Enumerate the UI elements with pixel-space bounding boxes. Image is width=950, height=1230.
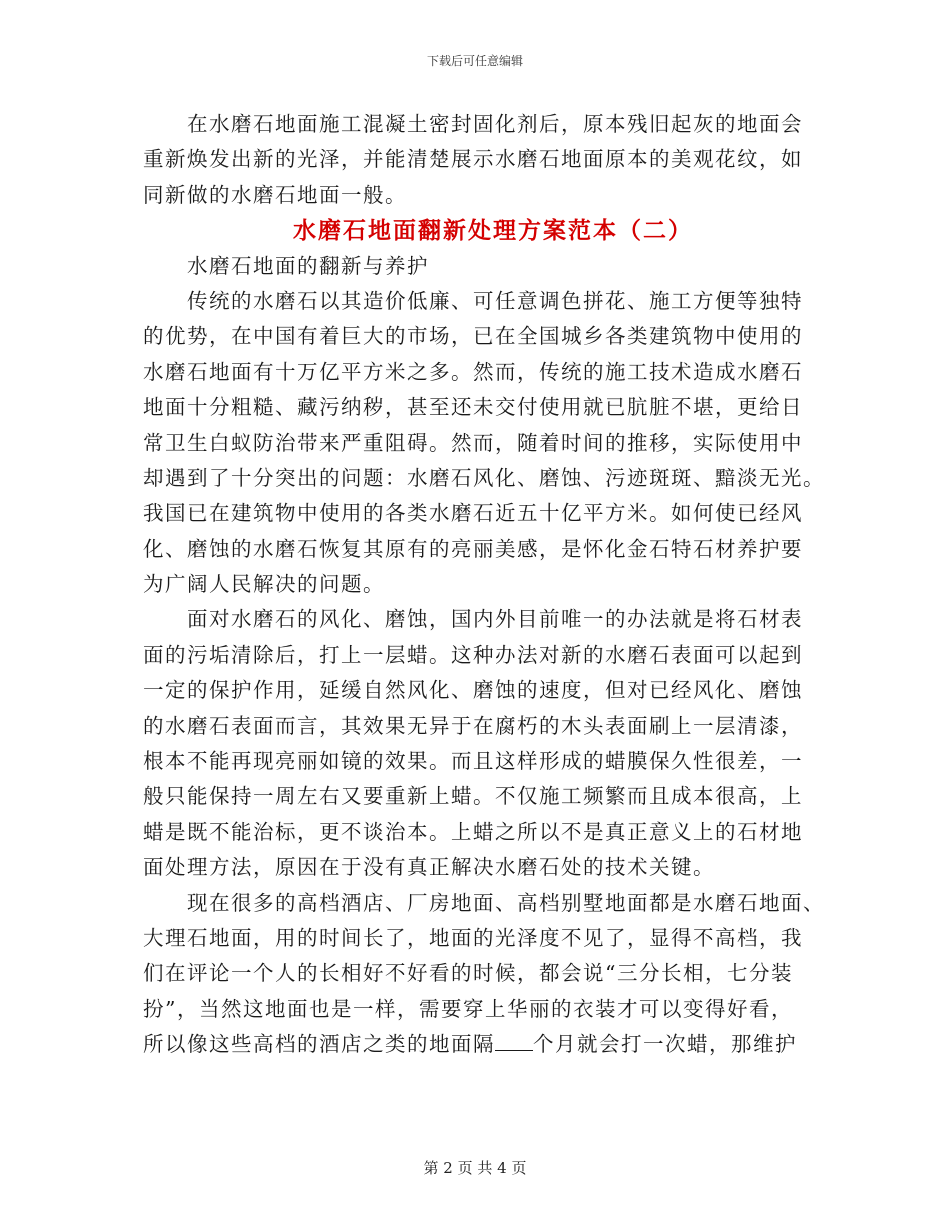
paragraph-line: 们在评论一个人的长相好不好看的时候，都会说“三分长相，七分装 xyxy=(143,961,793,986)
paragraph-line: 一定的保护作用，延缓自然风化、磨蚀的速度，但对已经风化、磨蚀 xyxy=(143,678,803,703)
paragraph-line: 水磨石地面有十万亿平方米之多。然而，传统的施工技术造成水磨石 xyxy=(143,359,803,384)
intro-line: 重新焕发出新的光泽，并能清楚展示水磨石地面原本的美观花纹，如 xyxy=(143,147,803,172)
paragraph-line: 面的污垢清除后，打上一层蜡。这种办法对新的水磨石表面可以起到 xyxy=(143,642,803,667)
paragraph-line: 面处理方法，原因在于没有真正解决水磨石处的技术关键。 xyxy=(143,855,715,880)
paragraph-line: 般只能保持一周左右又要重新上蜡。不仅施工频繁而且成本很高，上 xyxy=(143,784,803,809)
line-text-before-blank: 所以像这些高档的酒店之类的地面隔 xyxy=(143,1032,495,1057)
line-text-after-blank: 个月就会打一次蜡，那维护 xyxy=(533,1032,797,1057)
fill-in-blank xyxy=(495,1032,533,1051)
paragraph-line: 的水磨石表面而言，其效果无异于在腐朽的木头表面刷上一层清漆， xyxy=(143,713,803,738)
paragraph-line: 根本不能再现亮丽如镜的效果。而且这样形成的蜡膜保久性很差，一 xyxy=(143,749,803,774)
paragraph-line: 我国已在建筑物中使用的各类水磨石近五十亿平方米。如何使已经风 xyxy=(143,501,803,526)
section-title: 水磨石地面翻新处理方案范本（二） xyxy=(293,217,693,245)
paragraph-line: 却遇到了十分突出的问题：水磨石风化、磨蚀、污迹斑斑、黯淡无光。 xyxy=(143,465,825,490)
paragraph-line: 为广阔人民解决的问题。 xyxy=(143,572,385,597)
paragraph-line: 扮”，当然这地面也是一样，需要穿上华丽的衣装才可以变得好看， xyxy=(143,996,793,1021)
page-footer: 第 2 页 共 4 页 xyxy=(423,1159,527,1177)
paragraph-line: 化、磨蚀的水磨石恢复其原有的亮丽美感，是怀化金石特石材养护要 xyxy=(143,536,803,561)
document-body xyxy=(143,107,823,1063)
paragraph-line: 面对水磨石的风化、磨蚀，国内外目前唯一的办法就是将石材表 xyxy=(187,607,803,632)
intro-line: 在水磨石地面施工混凝土密封固化剂后，原本残旧起灰的地面会 xyxy=(187,112,803,136)
paragraph-line: 常卫生白蚁防治带来严重阻碍。然而，随着时间的推移，实际使用中 xyxy=(143,430,803,455)
intro-line: 同新做的水磨石地面一般。 xyxy=(143,182,407,207)
paragraph-line: 现在很多的高档酒店、厂房地面、高档别墅地面都是水磨石地面、 xyxy=(187,890,825,915)
section-subtitle: 水磨石地面的翻新与养护 xyxy=(187,253,429,278)
paragraph-line: 的优势，在中国有着巨大的市场，已在全国城乡各类建筑物中使用的 xyxy=(143,324,803,349)
paragraph-line-with-blank xyxy=(143,1027,823,1062)
paragraph-line: 传统的水磨石以其造价低廉、可任意调色拼花、施工方便等独特 xyxy=(187,288,803,313)
page-header: 下载后可任意编辑 xyxy=(426,54,523,68)
paragraph-line: 蜡是既不能治标，更不谈治本。上蜡之所以不是真正意义上的石材地 xyxy=(143,819,803,844)
paragraph-line: 地面十分粗糙、藏污纳秽，甚至还未交付使用就已肮脏不堪，更给日 xyxy=(143,395,803,420)
paragraph-line: 大理石地面，用的时间长了，地面的光泽度不见了，显得不高档，我 xyxy=(143,925,803,950)
